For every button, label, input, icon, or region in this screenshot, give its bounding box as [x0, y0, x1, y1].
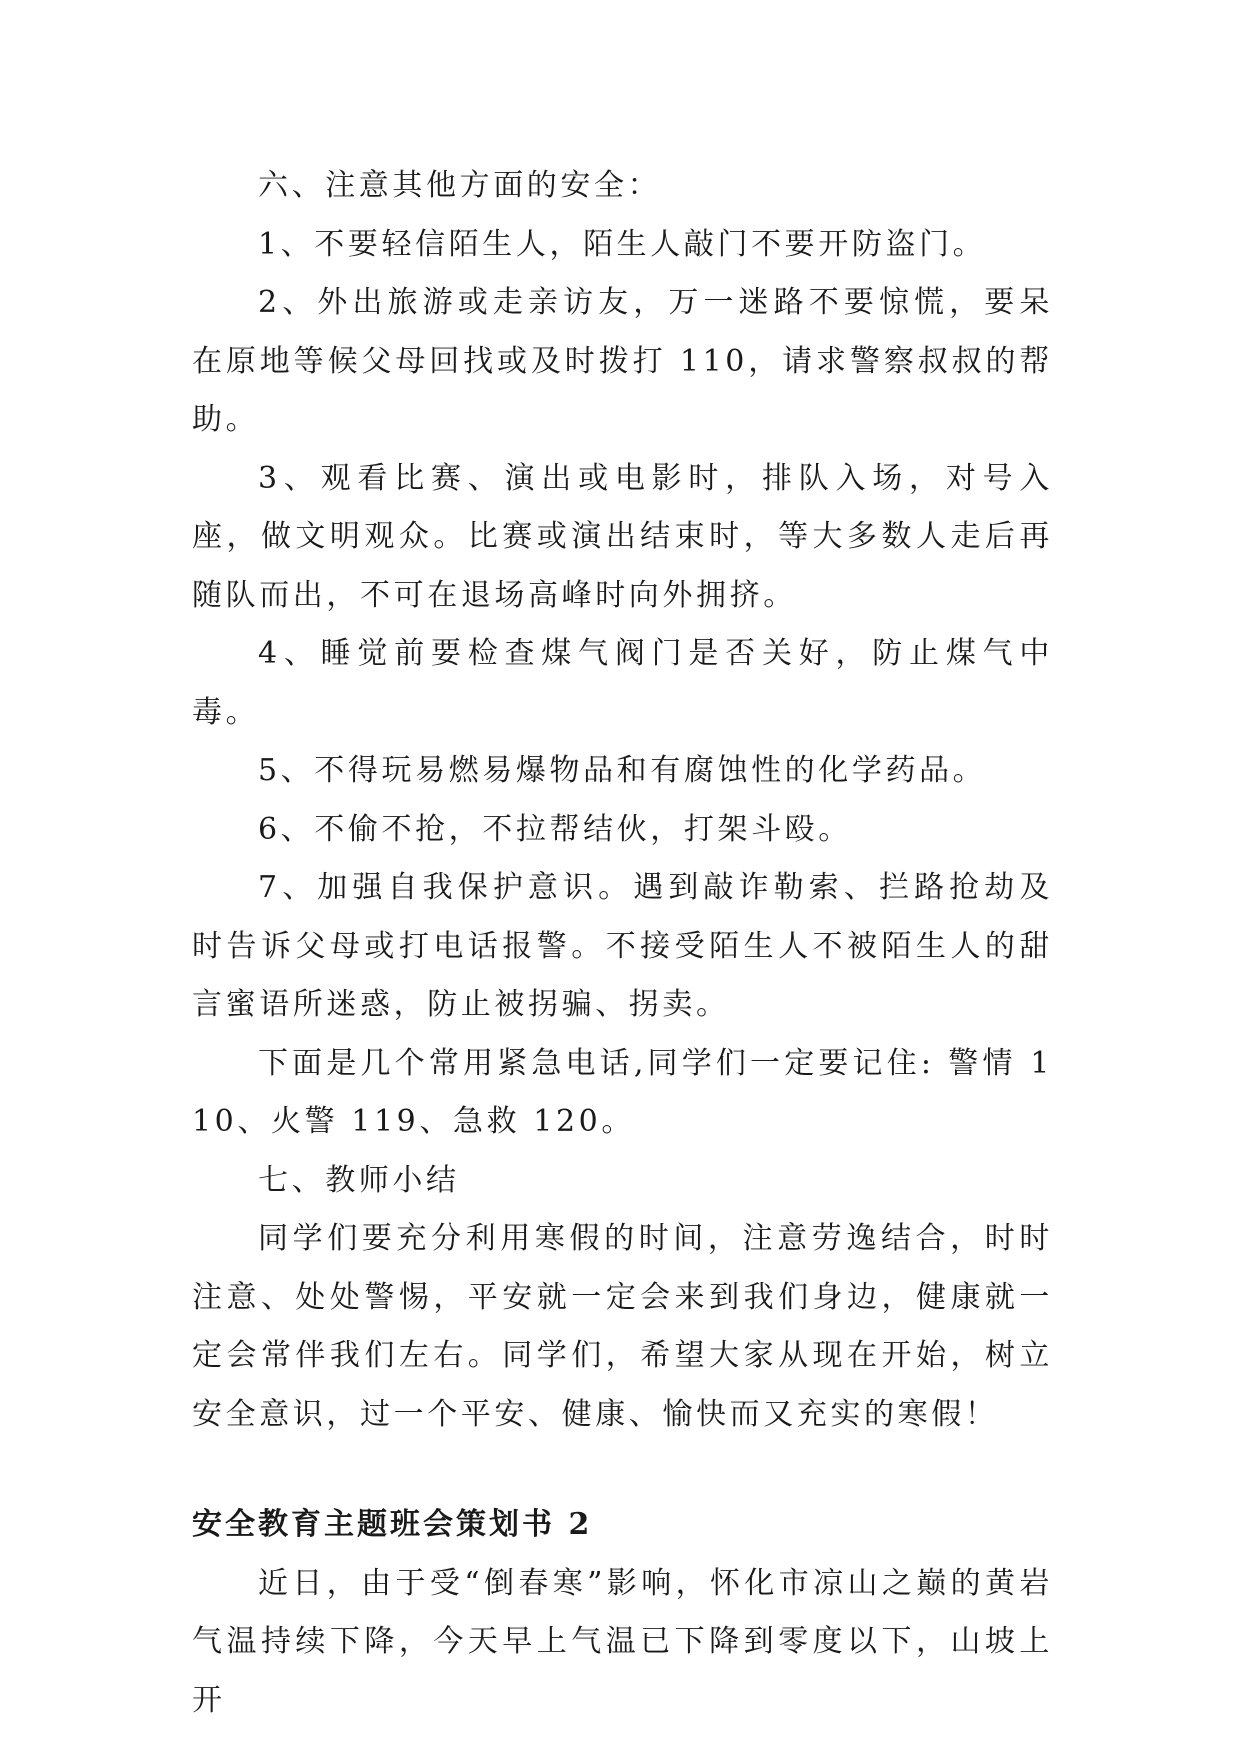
paragraph-section-intro: 近日，由于受“倒春寒”影响，怀化市凉山之巅的黄岩气温持续下降，今天早上气温已下降到零度以下，山坡上开	[192, 1565, 1053, 1718]
paragraph-emergency-numbers: 下面是几个常用紧急电话,同学们一定要记住: 警情 110、火警 119、急救 120。	[192, 1045, 1053, 1139]
paragraph-item-3: 3、观看比赛、演出或电影时，排队入场，对号入座，做文明观众。比赛或演出结束时，等大多数人走后再随队而出，不可在退场高峰时向外拥挤。	[192, 460, 1053, 613]
document-body	[192, 157, 1053, 1730]
paragraph-item-1: 1、不要轻信陌生人，陌生人敲门不要开防盗门。	[258, 226, 987, 262]
section-title: 安全教育主题班会策划书 2	[192, 1507, 593, 1542]
paragraph-item-4: 4、睡觉前要检查煤气阀门是否关好，防止煤气中毒。	[192, 636, 1053, 730]
paragraph-heading-seven: 七、教师小结	[258, 1162, 460, 1198]
paragraph-item-5: 5、不得玩易燃易爆物品和有腐蚀性的化学药品。	[258, 753, 987, 788]
paragraph-heading-six: 六、注意其他方面的安全：	[258, 168, 662, 203]
paragraph-item-2: 2、外出旅游或走亲访友，万一迷路不要惊慌，要呆在原地等候父母回找或及时拨打 110，请求警察叔叔的帮助。	[192, 285, 1053, 437]
paragraph-item-6: 6、不偷不抢，不拉帮结伙，打架斗殴。	[258, 811, 852, 847]
paragraph-summary: 同学们要充分利用寒假的时间，注意劳逸结合，时时注意、处处警惕，平安就一定会来到我们身边，健康就一定会常伴我们左右。同学们，希望大家从现在开始，树立安全意识，过一个平安、健康、愉快而又充实的寒假！	[192, 1221, 1053, 1432]
paragraph-item-7: 7、加强自我保护意识。遇到敲诈勒索、拦路抢劫及时告诉父母或打电话报警。不接受陌生人不被陌生人的甜言蜜语所迷惑，防止被拐骗、拐卖。	[192, 870, 1053, 1022]
